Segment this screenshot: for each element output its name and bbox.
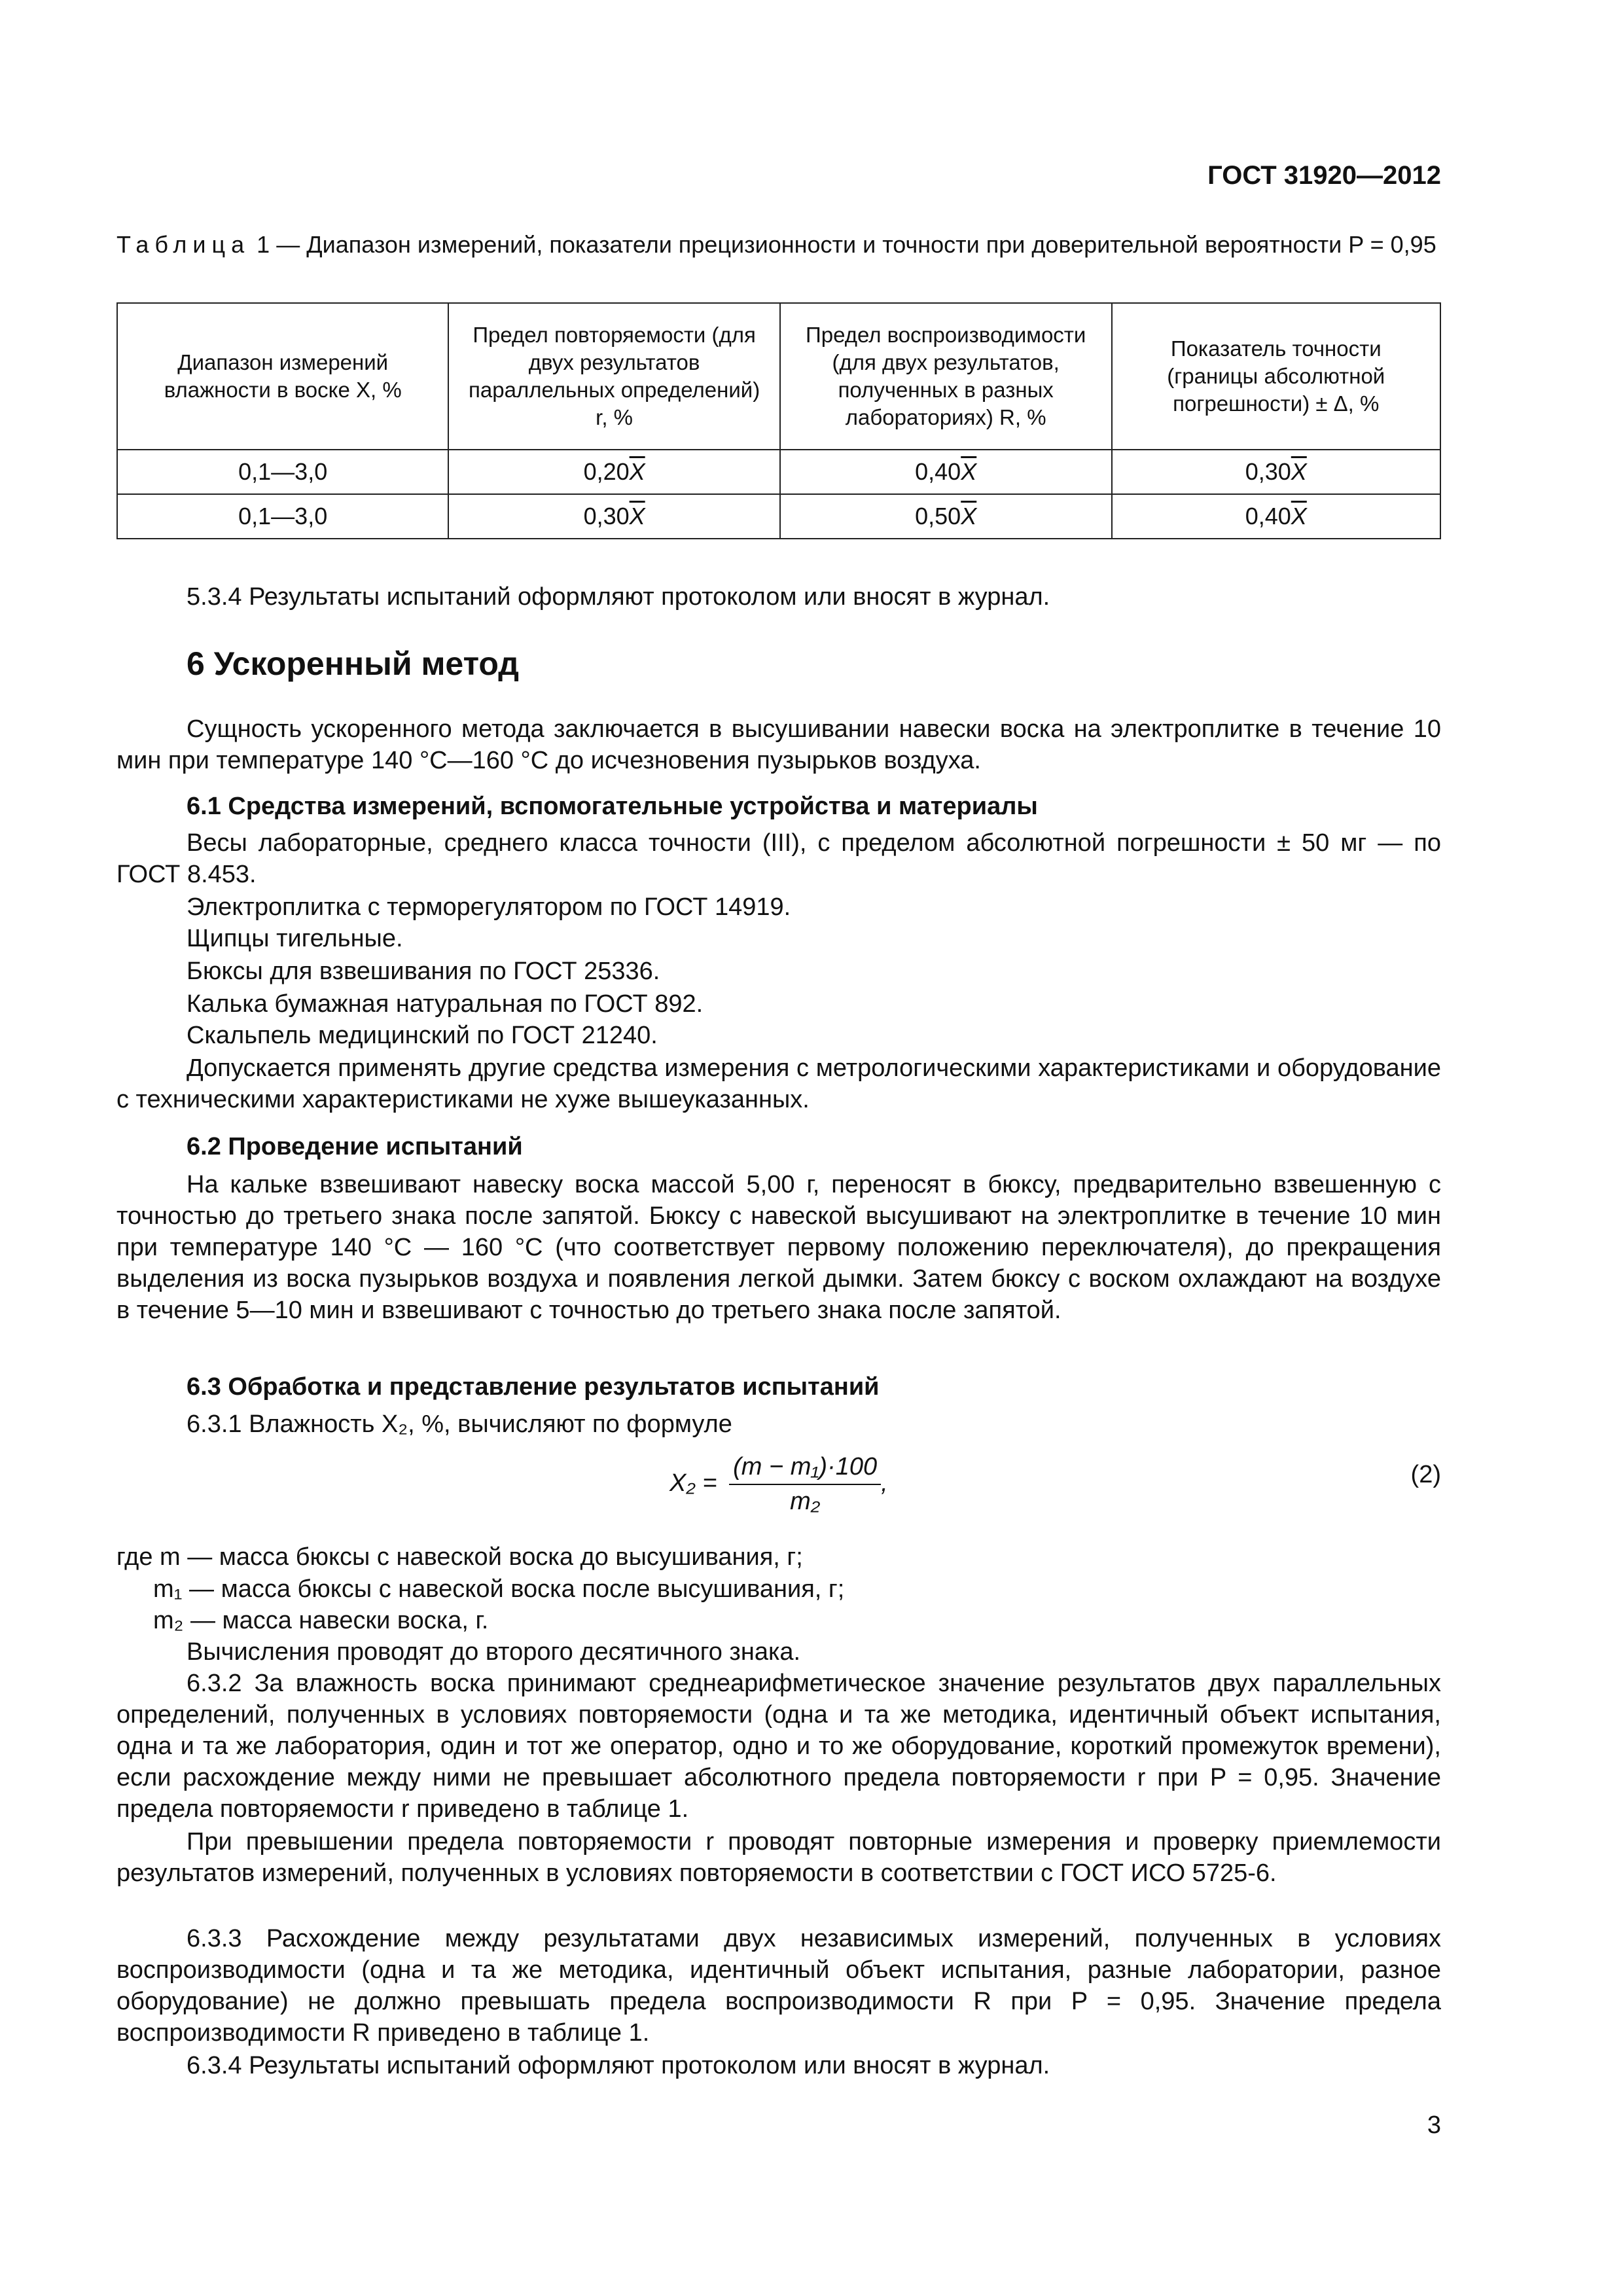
paragraph-6-3-2-b: При превышении предела повторяемости r проводят повторные измерения и проверку приемлемости результатов измерений, полученных в условиях повторяемости в соответствии с ГОСТ ИСО 5725-6. — [116, 1828, 1441, 1887]
table-caption-word: Таблица — [116, 231, 251, 258]
table-cell: $0,40\overline{X}$ — [780, 450, 1112, 494]
formula-2 — [669, 1453, 888, 1516]
table-caption-number: 1 — [257, 231, 270, 258]
table-cell: 0,1—3,0 — [117, 450, 448, 494]
paragraph-6-1-tongs: Щипцы тигельные. — [187, 925, 403, 952]
table-caption — [116, 229, 1441, 260]
paragraph-6-1-hotplate: Электроплитка с терморегулятором по ГОСТ 14919. — [187, 893, 791, 921]
table-cell: $0,40\overline{X}$ — [1112, 494, 1440, 539]
paragraph-6-1-scales: Весы лабораторные, среднего класса точности (III), с пределом абсолютной погрешности ± 50 мг — по ГОСТ 8.453. — [116, 829, 1441, 888]
table-header-cell: Предел воспроизводимости (для двух результатов, полученных в разных лабораториях) R, % — [780, 303, 1112, 450]
paragraph-6-3-3: 6.3.3 Расхождение между результатами двух независимых измерений, полученных в условиях воспроизводимости (одна и та же методика, идентичный объект испытания, разные лаборатории, разное оборудование) не должно превышать предела воспроизводимости R при P = 0,95. Значение предела воспроизводимости R приведено в таблице 1. — [116, 1925, 1441, 2047]
table-header-row — [117, 303, 1440, 450]
formula-denominator: m₂ — [790, 1488, 821, 1515]
paragraph-6-intro: Сущность ускоренного метода заключается в высушивании навески воска на электроплитке в течение 10 мин при температуре 140 °С—160 °С до исчезновения пузырьков воздуха. — [116, 715, 1441, 774]
table-row — [117, 494, 1440, 539]
paragraph-6-1-tracing-paper: Калька бумажная натуральная по ГОСТ 892. — [187, 990, 704, 1018]
paragraph-5-3-4: 5.3.4 Результаты испытаний оформляют протоколом или вносят в журнал. — [187, 583, 1050, 611]
document-page — [116, 0, 1441, 2296]
table-cell: $0,50\overline{X}$ — [780, 494, 1112, 539]
formula-fraction — [729, 1453, 881, 1516]
table-row — [117, 450, 1440, 494]
formula-tail: , — [881, 1469, 888, 1498]
where-m1: m₁ — масса бюксы с навеской воска после высушивания, г; — [153, 1575, 845, 1603]
measurement-table — [116, 302, 1441, 539]
table-cell: $0,20\overline{X}$ — [448, 450, 780, 494]
equation-number: (2) — [1410, 1461, 1441, 1488]
paragraph-6-1-scalpel: Скальпель медицинский по ГОСТ 21240. — [187, 1022, 658, 1049]
paragraph-6-3-2: 6.3.2 За влажность воска принимают среднеарифметическое значение результатов двух параллельных определений, полученных в условиях повторяемости (одна и та же методика, идентичный объект испытания, одна и та же лаборатория, один и тот же оператор, одно и то же оборудование, короткий промежуток времени), если расхождение между ними не превышает абсолютного предела повторяемости r при P = 0,95. Значение предела повторяемости r приведено в таблице 1. — [116, 1670, 1441, 1823]
subsection-6-2-heading: 6.2 Проведение испытаний — [187, 1133, 523, 1160]
table-header-cell: Диапазон измерений влажности в воске X, % — [117, 303, 448, 450]
table-cell: $0,30\overline{X}$ — [448, 494, 780, 539]
paragraph-6-3-1: 6.3.1 Влажность X₂, %, вычисляют по формуле — [187, 1410, 732, 1438]
table-header-cell: Предел повторяемости (для двух результатов параллельных определений) r, % — [448, 303, 780, 450]
document-id: ГОСТ 31920—2012 — [1207, 161, 1441, 190]
paragraph-calc: Вычисления проводят до второго десятичного знака. — [187, 1638, 801, 1666]
table-header-cell: Показатель точности (границы абсолютной погрешности) ± Δ, % — [1112, 303, 1440, 450]
table-cell: $0,30\overline{X}$ — [1112, 450, 1440, 494]
subsection-6-3-heading: 6.3 Обработка и представление результатов испытаний — [187, 1373, 880, 1401]
formula-lhs: X₂ = — [669, 1469, 717, 1498]
table-cell: 0,1—3,0 — [117, 494, 448, 539]
paragraph-6-1-weighing-bottles: Бюксы для взвешивания по ГОСТ 25336. — [187, 958, 660, 985]
where-m2: m₂ — масса навески воска, г. — [153, 1607, 489, 1634]
formula-numerator: (m − m₁)·100 — [729, 1453, 881, 1485]
page-number: 3 — [1427, 2111, 1441, 2139]
paragraph-6-3-4: 6.3.4 Результаты испытаний оформляют протоколом или вносят в журнал. — [187, 2052, 1050, 2079]
where-m: где m — масса бюксы с навеской воска до высушивания, г; — [116, 1543, 803, 1571]
paragraph-6-2: На кальке взвешивают навеску воска массой 5,00 г, переносят в бюксу, предварительно взвешенную с точностью до третьего знака после запятой. Бюксу с навеской высушивают на электроплитке в течение 10 мин при температуре 140 °С — 160 °С (что соответствует первому положению переключателя), до прекращения выделения из воска пузырьков воздуха и появления легкой дымки. Затем бюксу с воском охлаждают на воздухе в течение 5—10 мин и взвешивают с точностью до третьего знака после запятой. — [116, 1171, 1441, 1324]
section-6-heading: 6 Ускоренный метод — [187, 645, 520, 682]
paragraph-6-1-allowed: Допускается применять другие средства измерения с метрологическими характеристиками и оборудование с техническими характеристиками не хуже вышеуказанных. — [116, 1054, 1441, 1113]
table-caption-text: — Диапазон измерений, показатели прецизионности и точности при доверительной вероятности P = 0,95 — [270, 231, 1436, 258]
subsection-6-1-heading: 6.1 Средства измерений, вспомогательные устройства и материалы — [187, 793, 1038, 820]
